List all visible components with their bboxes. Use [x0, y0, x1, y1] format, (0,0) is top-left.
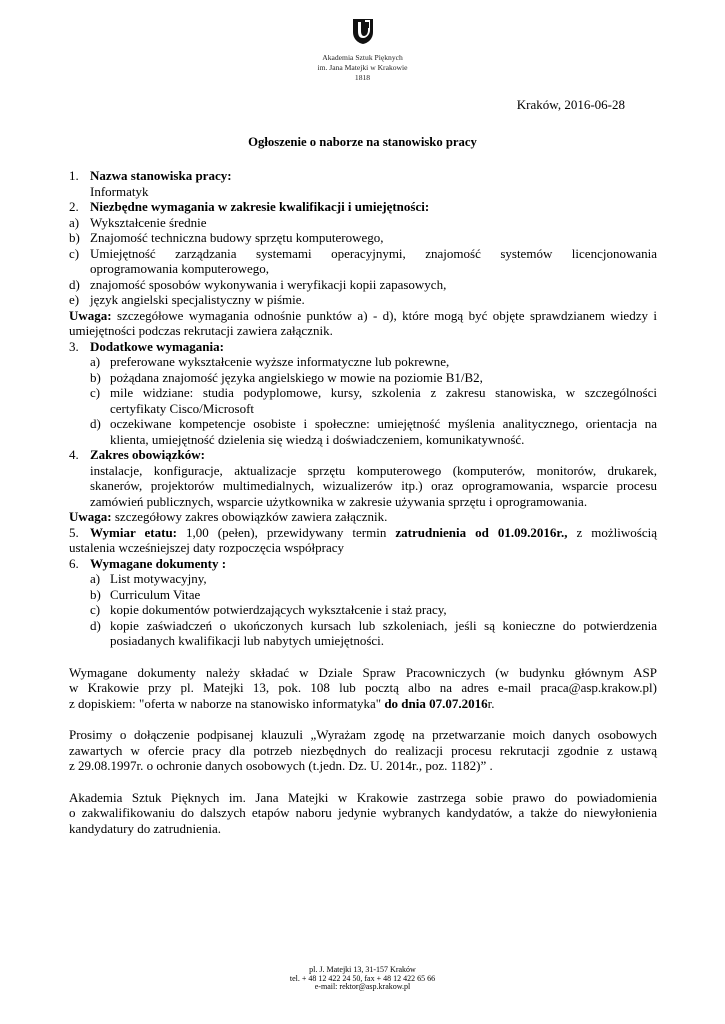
list-item: c) mile widziane: studia podyplomowe, kursy, szkolenia z zakresu stanowiska, w szczególności certyfikaty Cisco/Microsoft: [90, 385, 657, 416]
list-item: a) List motywacyjny,: [90, 571, 207, 586]
list-item: b) Curriculum Vitae: [90, 586, 201, 602]
reservation-paragraph: Akademia Sztuk Pięknych im. Jana Matejki w Krakowie zastrzega sobie prawo do powiadomienia o zakwalifikowaniu do dalszych etapów naboru jedynie wybranych kandydatów, a także do niewyłonienia kandydatury do zatrudnienia.: [69, 789, 657, 836]
list-item: c) kopie dokumentów potwierdzających wykształcenie i staż pracy,: [90, 602, 447, 617]
list-item: b) pożądana znajomość języka angielskiego w mowie na poziomie B1/B2,: [90, 369, 483, 385]
list-item: d) znajomość sposobów wykonywania i weryfikacji kopii zapasowych,: [69, 276, 447, 292]
consent-paragraph: Prosimy o dołączenie podpisanej klauzuli „Wyrażam zgodę na przetwarzanie moich danych osobowych zawartych w ofercie pracy dla potrzeb niezbędnych do realizacji procesu rekrutacji zgodnie z ustawą z 29.08.1997r. o ochronie danych osobowych (t.jedn. Dz. U. 2014r., poz. 1182)” .: [69, 727, 657, 773]
document-title: Ogłoszenie o naborze na stanowisko pracy: [248, 135, 477, 149]
section-2-heading: 2. Niezbędne wymagania w zakresie kwalifikacji i umiejętności:: [69, 199, 430, 214]
section-1-value: Informatyk: [90, 183, 149, 199]
section-1-heading: 1. Nazwa stanowiska pracy:: [69, 168, 232, 183]
section-5-cont: ustalenia wcześniejszej daty rozpoczęcia współpracy: [69, 540, 345, 555]
list-item: d) oczekiwane kompetencje osobiste i społeczne: umiejętność myślenia analitycznego, orientacja na klienta, umiejętność dzielenia się wiedzą i doświadczeniem, komunikatywność.: [90, 416, 657, 447]
section-4-duties: instalacje, konfiguracje, aktualizacje sprzętu komputerowego (komputerów, monitorów, drukarek, skanerów, projektorów multimedialnych, wizualizerów itp.) oraz oprogramowania, wsparcie procesu zamówień publicznych, wsparcie użytkownika w zakresie używania sprzętu i oprogramowania.: [90, 462, 657, 509]
list-item: d) kopie zaświadczeń o ukończonych kursach lub szkoleniach, jeśli są konieczne do potwierdzenia posiadanych kwalifikacji lub nabytych umiejętności.: [90, 617, 657, 648]
section-4-note: Uwaga: szczegółowy zakres obowiązków zawiera załącznik.: [69, 509, 388, 524]
list-item: a) preferowane wykształcenie wyższe informatyczne lub pokrewne,: [90, 354, 450, 369]
section-3-heading: 3. Dodatkowe wymagania:: [69, 338, 224, 354]
list-item: b) Znajomość techniczna budowy sprzętu komputerowego,: [69, 230, 384, 245]
application-paragraph: Wymagane dokumenty należy składać w Dziale Spraw Pracowniczych (w budynku głównym ASP w Krakowie przy pl. Matejki 13, pok. 108 lub pocztą albo na adres e-mail praca@asp.krakow.pl) z dopiskiem: "oferta w naborze na stanowisko informatyka" do dnia 07.07.2016r.: [69, 664, 657, 711]
section-6-heading: 6. Wymagane dokumenty :: [69, 555, 227, 571]
document-body: [69, 168, 657, 836]
document-date: Kraków, 2016-06-28: [516, 97, 625, 112]
list-item: e) język angielski specjalistyczny w piśmie.: [69, 292, 305, 307]
section-2-note: Uwaga: szczegółowe wymagania odnośnie punktów a) - d), które mogą być objęte sprawdzianem wiedzy i umiejętności podczas rekrutacji zawiera załącznik.: [69, 307, 657, 338]
section-5: 5. Wymiar etatu: 1,00 (pełen), przewidywany termin zatrudnienia od 01.09.2016r., z możliwością: [69, 524, 657, 540]
list-item: c) Umiejętność zarządzania systemami operacyjnymi, znajomość systemów licencjonowania oprogramowania komputerowego,: [69, 245, 657, 276]
list-item: a) Wykształcenie średnie: [69, 214, 207, 230]
section-4-heading: 4. Zakres obowiązków:: [69, 447, 205, 462]
footer-address: pl. J. Matejki 13, 31-157 Kraków tel. + 48 12 422 24 50, fax + 48 12 422 65 66 e-mail: rektor@asp.krakow.pl: [289, 965, 436, 991]
asp-logo-icon: [352, 18, 374, 45]
letterhead: [0, 18, 725, 83]
institution-name: Akademia Sztuk Pięknych im. Jana Matejki w Krakowie 1818: [317, 53, 408, 82]
